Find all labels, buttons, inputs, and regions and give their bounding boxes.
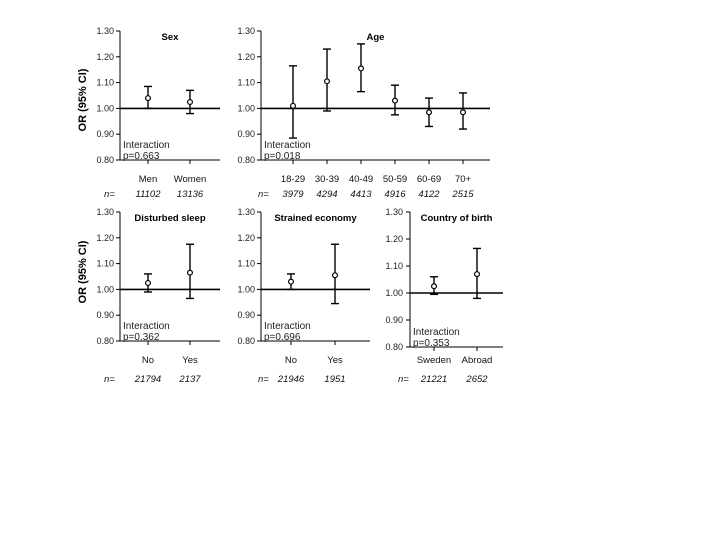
panel-title: Sex	[161, 32, 179, 43]
odds-ratio-point	[333, 273, 338, 278]
y-tick-label: 0.90	[385, 315, 403, 325]
odds-ratio-point	[289, 279, 294, 284]
n-prefix: n=	[398, 374, 409, 385]
panel-title: Disturbed sleep	[134, 213, 206, 224]
sample-size-label: 3979	[282, 189, 304, 200]
y-tick-label: 0.90	[96, 310, 114, 321]
y-tick-label: 1.00	[385, 288, 403, 298]
odds-ratio-point	[427, 110, 432, 115]
chart-panel	[237, 26, 490, 200]
y-tick-label: 1.20	[237, 51, 255, 62]
interaction-p-value: p=0.362	[123, 332, 160, 343]
interaction-p-value: p=0.353	[413, 338, 450, 349]
y-tick-label: 1.20	[237, 232, 255, 243]
category-label: Abroad	[461, 355, 493, 366]
odds-ratio-point	[432, 284, 437, 289]
y-tick-label: 1.00	[237, 103, 255, 114]
odds-ratio-point	[475, 272, 480, 277]
interaction-p-value: p=0.018	[264, 151, 301, 162]
sample-size-label: 2515	[452, 189, 474, 200]
chart-panel	[385, 207, 503, 385]
odds-ratio-point	[461, 110, 466, 115]
y-tick-label: 0.80	[96, 155, 114, 165]
y-tick-label: 1.30	[96, 26, 114, 36]
y-tick-label: 1.20	[385, 234, 403, 244]
y-tick-label: 1.20	[96, 51, 114, 62]
interaction-label: Interaction	[123, 321, 170, 332]
sample-size-label: 21946	[277, 374, 305, 385]
sample-size-label: 4294	[316, 189, 338, 200]
category-label: No	[284, 355, 298, 366]
y-tick-label: 1.10	[237, 258, 255, 269]
category-label: 30-39	[314, 174, 340, 185]
category-label: 40-49	[348, 174, 374, 185]
y-tick-label: 1.10	[96, 77, 114, 88]
y-tick-label: 0.90	[237, 310, 255, 321]
y-tick-label: 1.20	[96, 232, 114, 243]
sample-size-label: 4122	[418, 189, 440, 200]
chart-panel	[237, 207, 370, 385]
sample-size-label: 21221	[420, 374, 448, 385]
panel-title: Strained economy	[274, 213, 357, 224]
interaction-label: Interaction	[264, 321, 311, 332]
sample-size-label: 11102	[135, 189, 161, 200]
y-tick-label: 1.30	[385, 207, 403, 217]
y-tick-label: 1.00	[237, 284, 255, 295]
sample-size-label: 4916	[384, 189, 406, 200]
odds-ratio-point	[146, 96, 151, 101]
y-tick-label: 0.80	[237, 155, 255, 165]
y-tick-label: 0.90	[96, 129, 114, 140]
y-tick-label: 1.10	[237, 77, 255, 88]
interaction-label: Interaction	[264, 140, 311, 151]
category-label: Sweden	[416, 355, 452, 366]
category-label: 50-59	[382, 174, 408, 185]
category-label: Yes	[327, 355, 343, 366]
n-prefix: n=	[104, 374, 115, 385]
category-label: Yes	[182, 355, 198, 366]
odds-ratio-point	[146, 281, 151, 286]
category-label: No	[141, 355, 155, 366]
y-axis-label-top: OR (95% CI)	[77, 68, 89, 132]
odds-ratio-point	[188, 100, 193, 105]
y-tick-label: 1.30	[237, 207, 255, 217]
odds-ratio-point	[291, 103, 296, 108]
sample-size-label: 1951	[324, 374, 346, 385]
sample-size-label: 13136	[176, 189, 204, 200]
odds-ratio-point	[325, 79, 330, 84]
y-tick-label: 0.80	[385, 342, 403, 352]
y-tick-label: 0.80	[96, 336, 114, 346]
odds-ratio-point	[393, 98, 398, 103]
y-tick-label: 0.80	[237, 336, 255, 346]
category-label: Women	[173, 174, 207, 185]
sample-size-label: 2137	[179, 374, 201, 385]
y-tick-label: 1.00	[96, 284, 114, 295]
y-tick-label: 1.10	[385, 261, 403, 271]
interaction-label: Interaction	[123, 140, 170, 151]
n-prefix: n=	[258, 374, 269, 385]
odds-ratio-point	[359, 66, 364, 71]
y-tick-label: 1.10	[96, 258, 114, 269]
n-prefix: n=	[258, 189, 269, 200]
n-prefix: n=	[104, 189, 115, 200]
interaction-p-value: p=0.663	[123, 151, 160, 162]
chart-panel	[96, 207, 220, 385]
sample-size-label: 21794	[134, 374, 162, 385]
panel-title: Age	[366, 32, 385, 43]
chart-panels	[96, 26, 503, 385]
interaction-p-value: p=0.696	[264, 332, 301, 343]
y-tick-label: 0.90	[237, 129, 255, 140]
interaction-label: Interaction	[413, 327, 460, 338]
y-tick-label: 1.00	[96, 103, 114, 114]
category-label: 60-69	[416, 174, 442, 185]
y-tick-label: 1.30	[237, 26, 255, 36]
category-label: 18-29	[280, 174, 306, 185]
y-axis-label-bottom: OR (95% CI)	[77, 240, 89, 304]
category-label: Men	[138, 174, 158, 185]
y-tick-label: 1.30	[96, 207, 114, 217]
odds-ratio-point	[188, 270, 193, 275]
sample-size-label: 2652	[466, 374, 488, 385]
sample-size-label: 4413	[350, 189, 372, 200]
category-label: 70+	[454, 174, 472, 185]
panel-title: Country of birth	[420, 213, 493, 224]
chart-panel	[96, 26, 220, 200]
